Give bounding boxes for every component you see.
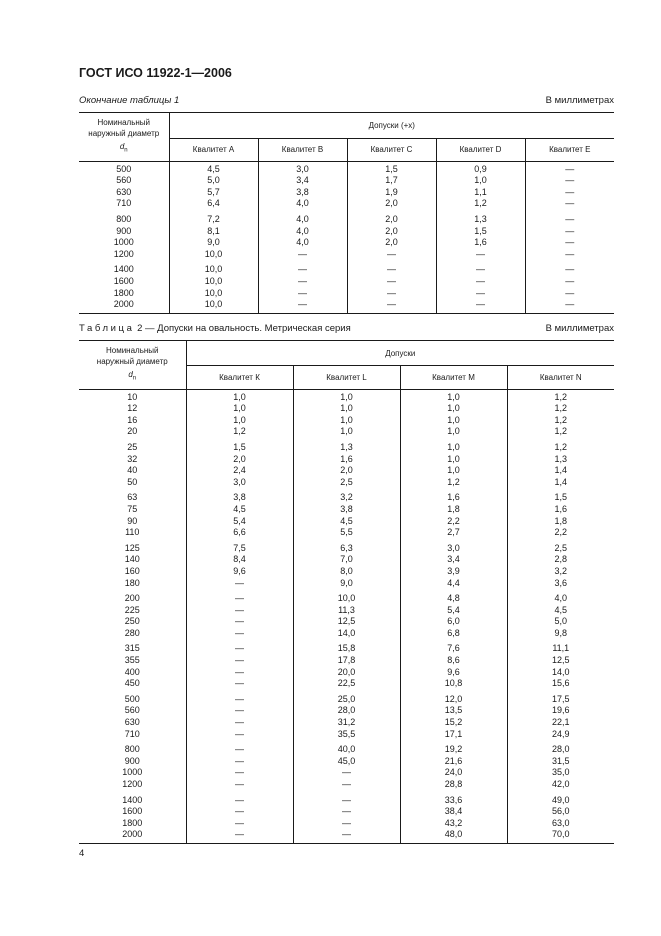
table1-col-b: Квалитет В (258, 138, 347, 161)
table2-diameter-header (79, 341, 186, 390)
table2-cell: 2,5 2,8 3,2 3,6 (507, 541, 614, 591)
table2-cell: — — — — (186, 591, 293, 641)
table1-cell: 2,0 2,0 2,0 — (347, 212, 436, 262)
table-row (79, 212, 614, 262)
table-row (79, 262, 614, 313)
table-row (79, 440, 614, 490)
table2-units: В миллиметрах (545, 323, 614, 334)
table2-diameter-cell: 63 75 90 110 (125, 492, 140, 538)
table2-cell: 12,0 13,5 15,2 17,1 (400, 692, 507, 742)
table2-cell: — — — — (186, 793, 293, 844)
table2-diameter-cell: 125 140 160 180 (124, 542, 140, 588)
table1-cell: — — — — (525, 212, 614, 262)
table2-cell: 1,5 1,6 1,8 2,2 (507, 490, 614, 540)
table2-body (79, 389, 614, 843)
table1-cell: 7,2 8,1 9,0 10,0 (169, 212, 258, 262)
table1-cell: 0,9 1,0 1,1 1,2 (436, 161, 525, 212)
table1-col-c: Квалитет С (347, 138, 436, 161)
table1-cell: — — — — (258, 262, 347, 313)
table1-col-e: Квалитет Е (525, 138, 614, 161)
table2-diameter-cell: 315 355 400 450 (124, 643, 140, 689)
table1-cell: 10,0 10,0 10,0 10,0 (169, 262, 258, 313)
table2-cell: 33,6 38,4 43,2 48,0 (400, 793, 507, 844)
table2-caption (79, 323, 351, 334)
table2-cell: — — — — (186, 692, 293, 742)
table2-cell: — — — — (293, 793, 400, 844)
table2-diameter-cell: 1400 1600 1800 2000 (79, 793, 186, 844)
table2-diameter-subscript: n (132, 375, 137, 382)
document-title: ГОСТ ИСО 11922-1—2006 (79, 66, 232, 80)
table-row (79, 793, 614, 844)
table1-col-d: Квалитет D (436, 138, 525, 161)
table2-cell: 3,0 3,4 3,9 4,4 (400, 541, 507, 591)
table1-cell: — — — — (525, 262, 614, 313)
table1-diameter-cell: 500 560 630 710 (116, 163, 132, 209)
table2-col-l: Квалитет L (293, 366, 400, 389)
table1-diameter-label: Номинальный наружный диаметр (88, 118, 160, 138)
table2-cell: 10,0 11,3 12,5 14,0 (293, 591, 400, 641)
table-row (79, 742, 614, 792)
table2-cell: 1,2 1,2 1,2 1,2 (507, 389, 614, 440)
table1-cell: — — — — (436, 262, 525, 313)
table2-cell: — — — — (186, 742, 293, 792)
table2-cell: 11,1 12,5 14,0 15,6 (507, 641, 614, 691)
table1-diameter-cell: 1400 1600 1800 2000 (79, 262, 169, 313)
table2-cell: 1,0 1,0 1,0 1,2 (186, 389, 293, 440)
table2-cell: 1,0 1,0 1,0 1,0 (293, 389, 400, 440)
table2-cell: 6,3 7,0 8,0 9,0 (293, 541, 400, 591)
table2-col-n: Квалитет N (507, 366, 614, 389)
table2-cell: 1,6 1,8 2,2 2,7 (400, 490, 507, 540)
table-row (79, 541, 614, 591)
table2-cell: 7,6 8,6 9,6 10,8 (400, 641, 507, 691)
table2-diameter-symbol: d (128, 370, 133, 379)
table1-diameter-cell: 800 900 1000 1200 (113, 213, 134, 259)
table2-cell: 25,0 28,0 31,2 35,5 (293, 692, 400, 742)
table1-diameter-subscript: n (124, 147, 128, 154)
table1-cell: 1,3 1,5 1,6 — (436, 212, 525, 262)
table1-cell: 4,0 4,0 4,0 — (258, 212, 347, 262)
table2-cell: — — — — (186, 641, 293, 691)
table-row (79, 490, 614, 540)
table1-cell: — — — — (525, 161, 614, 212)
table1-cell: 4,5 5,0 5,7 6,4 (169, 161, 258, 212)
table1-diameter-header (79, 113, 169, 162)
table1-caption: Окончание таблицы 1 (79, 95, 180, 106)
table2-diameter-cell: 25 32 40 50 (127, 441, 138, 487)
table2-caption-label: Таблица (79, 323, 135, 334)
table-row (79, 591, 614, 641)
table2-cell: 1,0 1,0 1,0 1,0 (400, 389, 507, 440)
table-row (79, 641, 614, 691)
table1-cell: 1,5 1,7 1,9 2,0 (347, 161, 436, 212)
table2-cell: 1,3 1,6 2,0 2,5 (293, 440, 400, 490)
table-row (79, 161, 614, 212)
table2-cell: 1,2 1,3 1,4 1,4 (507, 440, 614, 490)
table2-cell: 15,8 17,8 20,0 22,5 (293, 641, 400, 691)
table-row (79, 692, 614, 742)
table2-cell: 3,8 4,5 5,4 6,6 (186, 490, 293, 540)
table2-diameter-label: Номинальный наружный диаметр (96, 346, 168, 366)
table2-caption-text: 2 — Допуски на овальность. Метрическая серия (137, 323, 351, 334)
table2-group-header: Допуски (186, 341, 614, 366)
table2-cell: 17,5 19,6 22,1 24,9 (507, 692, 614, 742)
table2-col-k: Квалитет К (186, 366, 293, 389)
table2-col-m: Квалитет М (400, 366, 507, 389)
table2 (79, 340, 614, 844)
table1 (79, 112, 614, 314)
table-row (79, 389, 614, 440)
table2-diameter-cell: 10 12 16 20 (127, 391, 138, 437)
table1-cell: 3,0 3,4 3,8 4,0 (258, 161, 347, 212)
table2-cell: 4,8 5,4 6,0 6,8 (400, 591, 507, 641)
table2-cell: 7,5 8,4 9,6 — (186, 541, 293, 591)
table2-cell: 49,0 56,0 63,0 70,0 (507, 793, 614, 844)
table2-cell: 19,2 21,6 24,0 28,8 (400, 742, 507, 792)
table1-diameter-symbol: d (119, 142, 125, 151)
table2-diameter-cell: 800 900 1000 1200 (122, 744, 143, 789)
table2-cell: 1,0 1,0 1,0 1,2 (400, 440, 507, 490)
table2-cell: 1,5 2,0 2,4 3,0 (186, 440, 293, 490)
page-number: 4 (79, 848, 85, 859)
table1-units: В миллиметрах (545, 95, 614, 106)
table2-diameter-cell: 500 560 630 710 (124, 693, 140, 739)
table1-group-header: Допуски (+x) (169, 113, 614, 139)
table2-cell: 4,0 4,5 5,0 9,8 (507, 591, 614, 641)
table2-cell: 3,2 3,8 4,5 5,5 (293, 490, 400, 540)
table1-cell: — — — — (347, 262, 436, 313)
table2-diameter-cell: 200 225 250 280 (124, 593, 140, 638)
table2-cell: 40,0 45,0 — — (293, 742, 400, 792)
table1-col-a: Квалитет А (169, 138, 258, 161)
table2-cell: 28,0 31,5 35,0 42,0 (507, 742, 614, 792)
